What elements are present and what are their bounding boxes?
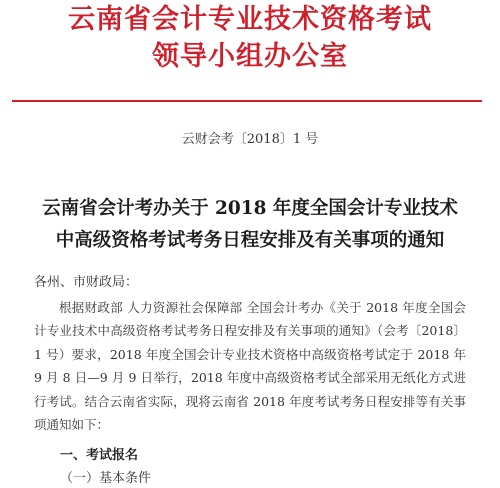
- issuer-header-line1: 云南省会计专业技术资格考试: [68, 4, 432, 35]
- section-subheading: （一）基本条件: [60, 471, 152, 486]
- body-paragraph: 根据财政部 人力资源社会保障部 全国会计考办《关于 2018 年度全国会计专业技术中高级资格考试考务日程安排及有关事项的通知》（会考〔2018〕1 号）要求，2018 年度全国会计专业技术资格中高级资格考试定于 2018 年 9 月 8 日—9 月 9 日举行，2018 年度中高级资格考试全部采用无纸化方式进行考试。结合云南省实际，现将云南省 2018 年度考试考务日程安排等有关事项通知如下：: [34, 300, 466, 433]
- salutation: 各州、市财政局：: [34, 275, 139, 290]
- document-title-line1: 云南省会计考办关于 2018 年度全国会计专业技术: [42, 198, 458, 219]
- header-divider: [12, 100, 482, 102]
- issuer-header-line2: 领导小组办公室: [152, 41, 348, 72]
- section-heading-text: 一、考试报名: [60, 448, 139, 463]
- section-heading: [60, 444, 138, 463]
- document-number: 云财会考〔2018〕1 号: [181, 132, 319, 147]
- document-title-line2: 中高级资格考试考务日程安排及有关事项的通知: [55, 230, 445, 251]
